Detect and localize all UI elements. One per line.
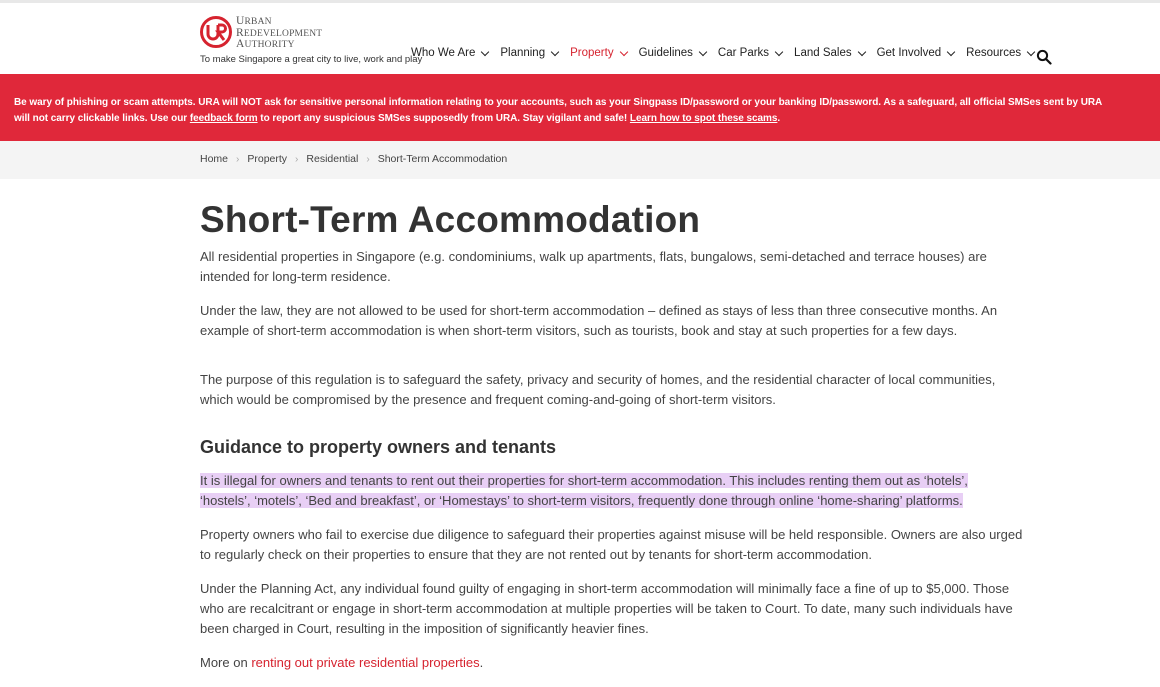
- chevron-down-icon: [857, 47, 865, 55]
- breadcrumb: [200, 153, 507, 165]
- chevron-down-icon: [775, 47, 783, 55]
- text-line: been charged in Court, resulting in the imposition of significantly heavier fines.: [200, 621, 649, 636]
- highlighted-text: It is illegal for owners and tenants to rent out their properties for short-term accommodation. This includes renting them out as ‘hotels’,: [200, 473, 968, 488]
- nav-label: Who We Are: [411, 47, 476, 59]
- chevron-down-icon: [551, 47, 559, 55]
- nav-item-land-sales[interactable]: [794, 47, 865, 59]
- law-paragraph: [200, 301, 1050, 341]
- intro-paragraph: [200, 247, 1050, 287]
- chevron-right-icon: ›: [236, 153, 240, 165]
- purpose-paragraph: [200, 370, 1050, 410]
- nav-item-get-involved[interactable]: [877, 47, 955, 59]
- more-paragraph: [200, 653, 1050, 673]
- chevron-down-icon: [699, 47, 707, 55]
- logo-line-1-rest: RBAN: [244, 17, 272, 27]
- alert-text: to report any suspicious SMSes supposedly from URA. Stay vigilant and safe!: [257, 113, 630, 124]
- text-line: The purpose of this regulation is to safeguard the safety, privacy and security of homes, and the residential character of local communities,: [200, 372, 996, 387]
- nav-item-guidelines[interactable]: [639, 47, 706, 59]
- nav-item-property[interactable]: [570, 47, 626, 59]
- alert-text: will not carry clickable links. Use our: [14, 113, 190, 124]
- nav-label: Planning: [500, 47, 546, 59]
- logo-line-1-initial: U: [236, 15, 245, 27]
- text-line: Property owners who fail to exercise due diligence to safeguard their properties against misuse will be held responsible. Owners are also urged: [200, 527, 1023, 542]
- search-icon[interactable]: [1036, 49, 1052, 65]
- logo-line-2: [236, 28, 322, 40]
- chevron-right-icon: ›: [295, 153, 299, 165]
- page-title: Short-Term Accommodation: [200, 199, 701, 240]
- nav-label: Guidelines: [638, 47, 693, 59]
- breadcrumb-property[interactable]: Property: [247, 153, 288, 165]
- owners-paragraph: [200, 525, 1050, 565]
- section-heading: Guidance to property owners and tenants: [200, 437, 557, 457]
- text-line: which would be compromised by the presence and frequent coming-and-going of short-term visitors.: [200, 392, 776, 407]
- ura-logo-icon: [200, 16, 232, 48]
- text-line: Under the law, they are not allowed to be used for short-term accommodation – defined as stays of less than three consecutive months. An: [200, 303, 998, 318]
- text-line: Under the Planning Act, any individual found guilty of engaging in short-term accommodation will minimally face a fine of up to $5,000. Those: [200, 581, 1010, 596]
- chevron-down-icon: [619, 47, 627, 55]
- alert-text: .: [777, 113, 781, 124]
- text-line: intended for long-term residence.: [200, 269, 391, 284]
- logo-wordmark: [236, 16, 322, 51]
- text-line: [200, 491, 1050, 511]
- logo-line-2-rest: EDEVELOPMENT: [243, 28, 323, 39]
- breadcrumb-current: Short-Term Accommodation: [377, 153, 508, 165]
- nav-label: Resources: [966, 47, 1022, 59]
- illegal-paragraph-highlighted: [200, 471, 1050, 511]
- nav-label: Land Sales: [794, 47, 852, 59]
- highlighted-text: ‘hostels’, ‘motels’, ‘Bed and breakfast’, or ‘Homestays’ to short-term visitors, frequently done through online ‘home-sharing’ platforms.: [200, 493, 963, 508]
- main-nav: [411, 47, 1046, 59]
- feedback-form-link[interactable]: feedback form: [189, 113, 258, 124]
- text-line: [200, 471, 1050, 491]
- nav-item-who-we-are[interactable]: [411, 47, 488, 59]
- breadcrumb-home[interactable]: Home: [200, 153, 229, 165]
- nav-label: Property: [570, 47, 614, 59]
- renting-out-link[interactable]: renting out private residential properties: [251, 655, 480, 670]
- text-line: example of short-term accommodation is when short-term visitors, such as tourists, book and stay at such properties for a few days.: [200, 323, 958, 338]
- alert-line-2: [14, 111, 1160, 127]
- text-line: to regularly check on their properties to ensure that they are not rented out by tenants for short-term accommodation.: [200, 547, 873, 562]
- logo-line-3: [236, 39, 322, 51]
- spot-scams-link[interactable]: Learn how to spot these scams: [629, 113, 778, 124]
- ura-logo[interactable]: [200, 14, 423, 66]
- site-header: [0, 3, 1160, 74]
- more-prefix: More on: [200, 655, 252, 670]
- planning-act-paragraph: [200, 579, 1050, 639]
- scam-alert-banner: [0, 74, 1160, 141]
- logo-line-3-initial: A: [236, 38, 245, 50]
- tagline: To make Singapore a great city to live, work and play: [200, 54, 423, 65]
- nav-item-car-parks[interactable]: [718, 47, 782, 59]
- nav-item-planning[interactable]: [500, 47, 558, 59]
- breadcrumb-bar: [0, 141, 1160, 179]
- nav-item-resources[interactable]: [966, 47, 1034, 59]
- nav-label: Get Involved: [876, 47, 942, 59]
- breadcrumb-residential[interactable]: Residential: [306, 153, 359, 165]
- text-line: who are recalcitrant or engage in short-term accommodation at multiple properties will be taken to Court. To date, many such individuals have: [200, 601, 1013, 616]
- alert-line-1: Be wary of phishing or scam attempts. URA will NOT ask for sensitive personal information relating to your accounts, such as your Singpass ID/password or your banking ID/password. As a safeguard, all official SMSes sent by URA: [14, 97, 1103, 108]
- nav-label: Car Parks: [717, 47, 770, 59]
- logo-line-1: [236, 16, 322, 28]
- chevron-right-icon: ›: [366, 153, 370, 165]
- chevron-down-icon: [1027, 47, 1035, 55]
- chevron-down-icon: [481, 47, 489, 55]
- text-line: All residential properties in Singapore (e.g. condominiums, walk up apartments, flats, bungalows, semi-detached and terrace houses) are: [200, 249, 987, 264]
- logo-line-3-rest: UTHORITY: [244, 40, 295, 50]
- chevron-down-icon: [947, 47, 955, 55]
- more-suffix: .: [479, 655, 484, 670]
- logo-line-2-initial: R: [236, 26, 244, 39]
